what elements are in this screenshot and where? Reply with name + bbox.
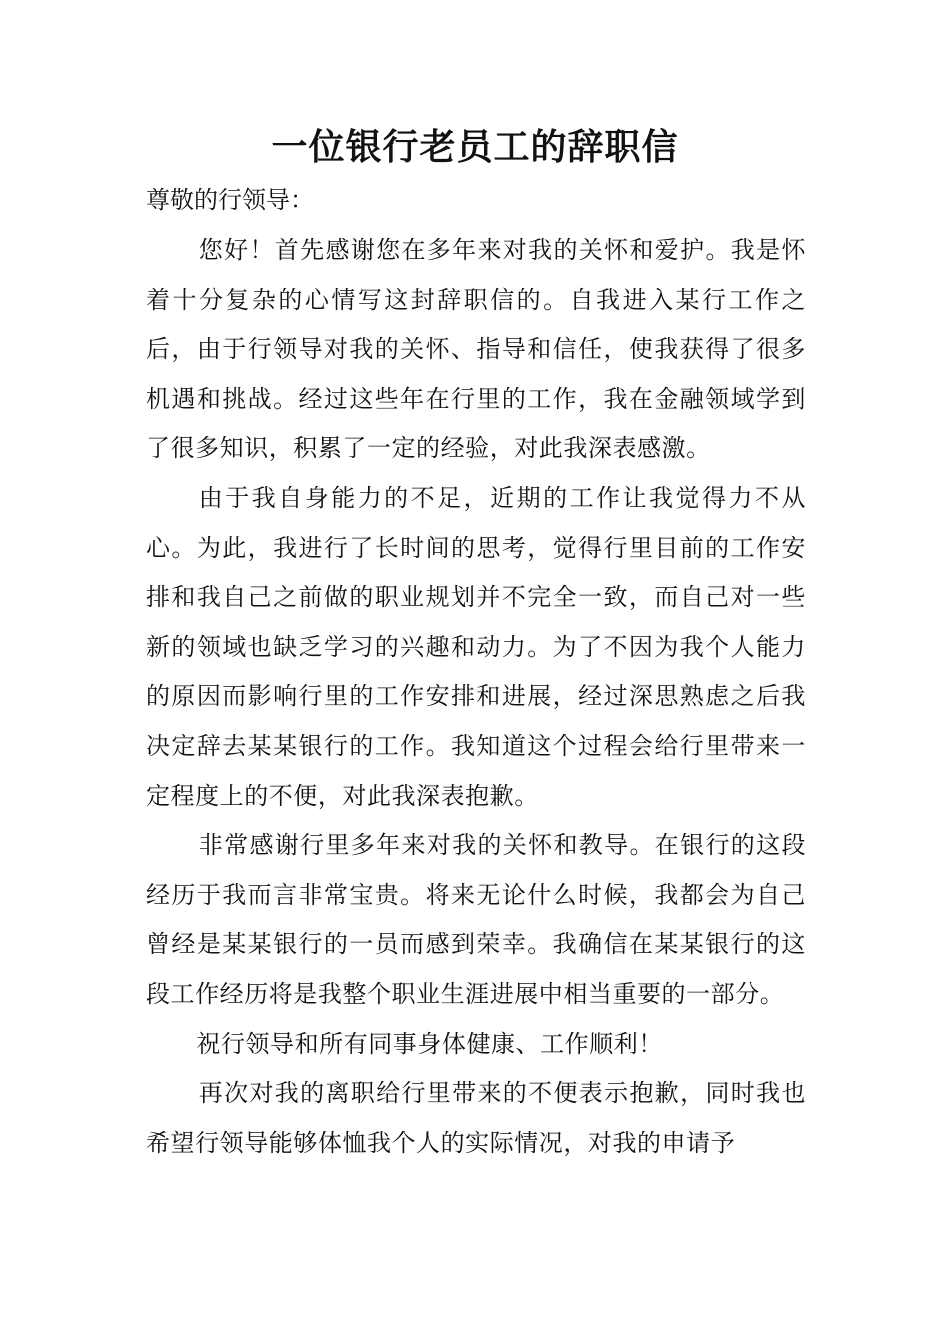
paragraph-greeting: 您好！首先感谢您在多年来对我的关怀和爱护。我是怀着十分复杂的心情写这封辞职信的。自我进入某行工作之后，由于行领导对我的关怀、指导和信任，使我获得了很多机遇和挑战。经过这些年在行里的工作，我在金融领域学到了很多知识，积累了一定的经验，对此我深表感激。: [146, 236, 806, 463]
paragraph-reason: 由于我自身能力的不足，近期的工作让我觉得力不从心。为此，我进行了长时间的思考，觉得行里目前的工作安排和我自己之前做的职业规划并不完全一致，而自己对一些新的领域也缺乏学习的兴趣和动力。为了不因为我个人能力的原因而影响行里的工作安排和进展，经过深思熟虑之后我决定辞去某某银行的工作。我知道这个过程会给行里带来一定程度上的不便，对此我深表抱歉。: [146, 483, 806, 810]
paragraph-apology: 再次对我的离职给行里带来的不便表示抱歉，同时我也希望行领导能够体恤我个人的实际情况，对我的申请予: [146, 1079, 806, 1157]
paragraph-wishes: 祝行领导和所有同事身体健康、工作顺利！: [196, 1029, 663, 1058]
salutation: 尊敬的行领导：: [146, 186, 314, 214]
letter-body: [146, 226, 806, 1168]
paragraph-thanks: 非常感谢行里多年来对我的关怀和教导。在银行的这段经历于我而言非常宝贵。将来无论什么时候，我都会为自己曾经是某某银行的一员而感到荣幸。我确信在某某银行的这段工作经历将是我整个职业生涯进展中相当重要的一部分。: [146, 831, 806, 1008]
document-title: 一位银行老员工的辞职信: [271, 127, 679, 168]
